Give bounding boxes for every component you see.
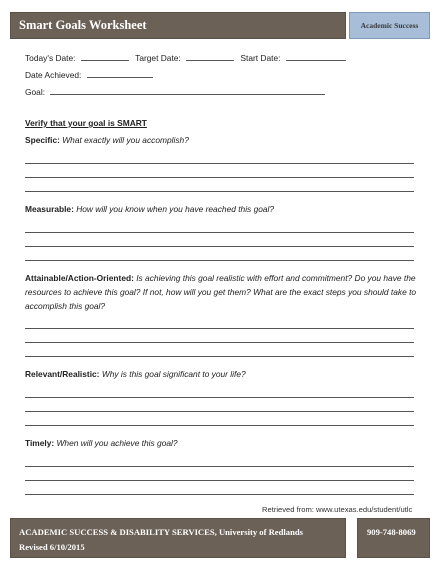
header-side-label: Academic Success xyxy=(360,21,419,30)
timely-answer-line-1[interactable] xyxy=(25,466,414,467)
measurable-answer-line-2[interactable] xyxy=(25,246,414,247)
header-side-box xyxy=(349,12,430,39)
date-achieved-label: Date Achieved: xyxy=(25,70,82,80)
attainable-prompt-2: resources to achieve this goal? If not, how will you get them? What are the exact steps you should take to xyxy=(25,287,417,297)
relevant-label: Relevant/Realistic: xyxy=(25,369,100,379)
retrieved-from-text: Retrieved from: www.utexas.edu/student/utlc xyxy=(262,505,413,514)
specific-answer-line-3[interactable] xyxy=(25,191,414,192)
footer-revised-date: Revised 6/10/2015 xyxy=(19,542,85,552)
specific-answer-line-1[interactable] xyxy=(25,163,414,164)
smart-section-heading: Verify that your goal is SMART xyxy=(25,118,147,128)
timely-question xyxy=(25,438,178,448)
attainable-answer-line-1[interactable] xyxy=(25,328,414,329)
measurable-label: Measurable: xyxy=(25,204,74,214)
attainable-prompt-3: accomplish this goal? xyxy=(25,301,106,311)
todays-date-label: Today's Date: xyxy=(25,53,76,63)
target-date-label: Target Date: xyxy=(135,53,181,63)
date-fields-row xyxy=(25,52,346,63)
date-achieved-row xyxy=(25,69,153,80)
header-title-bar xyxy=(10,12,346,39)
start-date-field[interactable] xyxy=(286,52,346,61)
attainable-answer-line-3[interactable] xyxy=(25,356,414,357)
measurable-prompt: How will you know when you have reached this goal? xyxy=(76,204,275,214)
goal-label: Goal: xyxy=(25,87,46,97)
measurable-answer-line-3[interactable] xyxy=(25,260,414,261)
page-footer xyxy=(10,518,430,558)
attainable-question-line-1 xyxy=(25,273,416,283)
measurable-question xyxy=(25,204,274,214)
relevant-answer-line-3[interactable] xyxy=(25,425,414,426)
timely-prompt: When will you achieve this goal? xyxy=(56,438,178,448)
target-date-field[interactable] xyxy=(186,52,234,61)
relevant-question xyxy=(25,369,246,379)
specific-label: Specific: xyxy=(25,135,60,145)
page-header xyxy=(10,12,430,39)
timely-answer-line-3[interactable] xyxy=(25,494,414,495)
timely-label: Timely: xyxy=(25,438,55,448)
footer-phone: 909-748-8069 xyxy=(367,527,416,537)
start-date-label: Start Date: xyxy=(240,53,281,63)
relevant-answer-line-2[interactable] xyxy=(25,411,414,412)
timely-answer-line-2[interactable] xyxy=(25,480,414,481)
specific-question xyxy=(25,135,189,145)
attainable-prompt-1: Is achieving this goal realistic with effort and commitment? Do you have the xyxy=(136,273,416,283)
todays-date-field[interactable] xyxy=(81,52,129,61)
worksheet-title: Smart Goals Worksheet xyxy=(19,18,147,32)
attainable-answer-line-2[interactable] xyxy=(25,342,414,343)
specific-answer-line-2[interactable] xyxy=(25,177,414,178)
footer-org-name: ACADEMIC SUCCESS & DISABILITY SERVICES, University of Redlands xyxy=(19,527,303,537)
measurable-answer-line-1[interactable] xyxy=(25,232,414,233)
relevant-prompt: Why is this goal significant to your life? xyxy=(101,369,246,379)
goal-row xyxy=(25,86,325,97)
footer-org-box xyxy=(10,518,346,558)
relevant-answer-line-1[interactable] xyxy=(25,397,414,398)
attainable-label: Attainable/Action-Oriented: xyxy=(25,273,134,283)
footer-phone-box xyxy=(357,518,430,558)
goal-field[interactable] xyxy=(50,86,325,95)
date-achieved-field[interactable] xyxy=(87,69,153,78)
specific-prompt: What exactly will you accomplish? xyxy=(62,135,189,145)
